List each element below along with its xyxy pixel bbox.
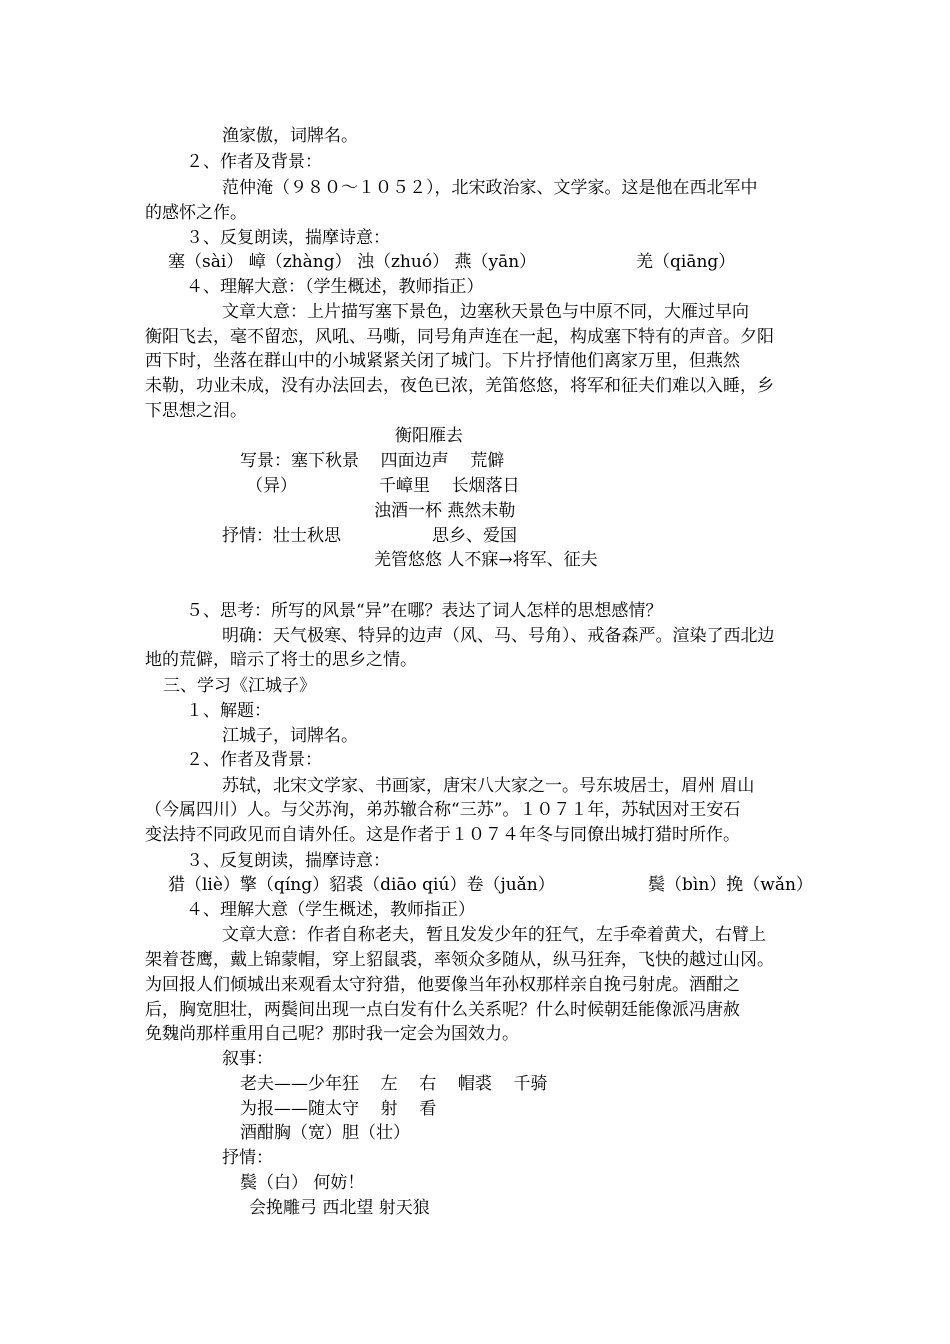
outline-line: 衡阳雁去 (395, 426, 463, 446)
section-heading: １、解题： (186, 701, 271, 721)
text-line: 后，胸宽胆壮，两鬓间出现一点白发有什么关系呢？什么时候朝廷能像派冯唐赦 (145, 1000, 740, 1020)
text-line: 为回报人们倾城出来观看太守狩猎，他要像当年孙权那样亲自挽弓射虎。酒酣之 (145, 975, 740, 995)
pinyin-line: 鬓（bìn）挽（wǎn） (648, 875, 813, 895)
text-line: 免魏尚那样重用自己呢？那时我一定会为国效力。 (145, 1024, 519, 1044)
section-heading: ２、作者及背景： (186, 750, 322, 770)
text-line: 的感怀之作。 (145, 203, 247, 223)
outline-line: 浊酒一杯 燕然未勒 (374, 501, 516, 521)
pinyin-line: 羌（qiāng） (636, 252, 736, 272)
pinyin-line: 猎（liè）擎（qíng）貂裘（diāo qiú）卷（juǎn） (168, 875, 555, 895)
section-heading: ２、作者及背景： (186, 152, 322, 172)
outline-line: 思乡、爱国 (432, 526, 517, 546)
part-heading: 三、学习《江城子》 (163, 676, 316, 696)
text-line: 未勒，功业未成，没有办法回去，夜色已浓，羌笛悠悠，将军和征夫们难以入睡，乡 (145, 376, 774, 396)
outline-line: 酒酣胸（宽）胆（壮） (240, 1123, 410, 1143)
outline-line: 会挽雕弓 西北望 射天狼 (249, 1198, 430, 1218)
outline-line: 抒情：壮士秋思 (222, 526, 341, 546)
text-line: 西下时，坐落在群山中的小城紧紧关闭了城门。下片抒情他们离家万里，但燕然 (145, 351, 740, 371)
text-line: 明确：天气极寒、特异的边声（风、马、号角）、戒备森严。渲染了西北边 (222, 626, 775, 646)
outline-line: 鬓（白） 何妨！ (240, 1173, 365, 1193)
outline-line: 千嶂里 长烟落日 (379, 476, 520, 496)
text-line: 苏轼，北宋文学家、书画家，唐宋八大家之一。号东坡居士，眉州 眉山 (222, 776, 755, 796)
text-line: 地的荒僻，暗示了将士的思乡之情。 (145, 650, 417, 670)
text-line: 文章大意：作者自称老夫，暂且发发少年的狂气，左手牵着黄犬，右臂上 (222, 925, 766, 945)
outline-line: 抒情： (222, 1148, 273, 1168)
outline-line: （异） (246, 476, 297, 496)
outline-line: 为报——随太守 射 看 (240, 1099, 437, 1119)
text-line: （今属四川）人。与父苏洵，弟苏辙合称“三苏”。１０７１年，苏轼因对王安石 (145, 800, 741, 820)
outline-line: 羌管悠悠 人不寐→将军、征夫 (374, 550, 598, 570)
pinyin-line: 塞（sài） 嶂（zhàng） 浊（zhuó） 燕（yān） (168, 252, 537, 272)
text-line: 渔家傲，词牌名。 (222, 126, 358, 146)
section-heading: ３、反复朗读，揣摩诗意： (186, 851, 390, 871)
section-heading: ３、反复朗读，揣摩诗意： (186, 228, 390, 248)
section-heading: ４、理解大意（学生概述，教师指正） (186, 900, 475, 920)
text-line: 文章大意：上片描写塞下景色，边塞秋天景色与中原不同，大雁过早向 (222, 302, 749, 322)
section-heading: ５、思考：所写的风景“异”在哪？表达了词人怎样的思想感情？ (186, 601, 663, 621)
section-heading: ４、理解大意：（学生概述，教师指正） (186, 277, 484, 297)
text-line: 变法持不同政见而自请外任。这是作者于１０７４年冬与同僚出城打猎时所作。 (145, 825, 740, 845)
outline-line: 老夫——少年狂 左 右 帽裘 千骑 (240, 1074, 548, 1094)
outline-line: 叙事： (222, 1049, 273, 1069)
text-line: 范仲淹（９８０～１０５２），北宋政治家、文学家。这是他在西北军中 (222, 178, 758, 198)
text-line: 江城子，词牌名。 (222, 726, 358, 746)
text-line: 下思想之泪。 (145, 401, 247, 421)
outline-line: 写景：塞下秋景 四面边声 荒僻 (240, 451, 505, 471)
text-line: 架着苍鹰，戴上锦蒙帽，穿上貂鼠裘，率领众多随从，纵马狂奔，飞快的越过山冈。 (145, 950, 774, 970)
text-line: 衡阳飞去，毫不留恋，风吼、马嘶，同号角声连在一起，构成塞下特有的声音。夕阳 (145, 327, 774, 347)
